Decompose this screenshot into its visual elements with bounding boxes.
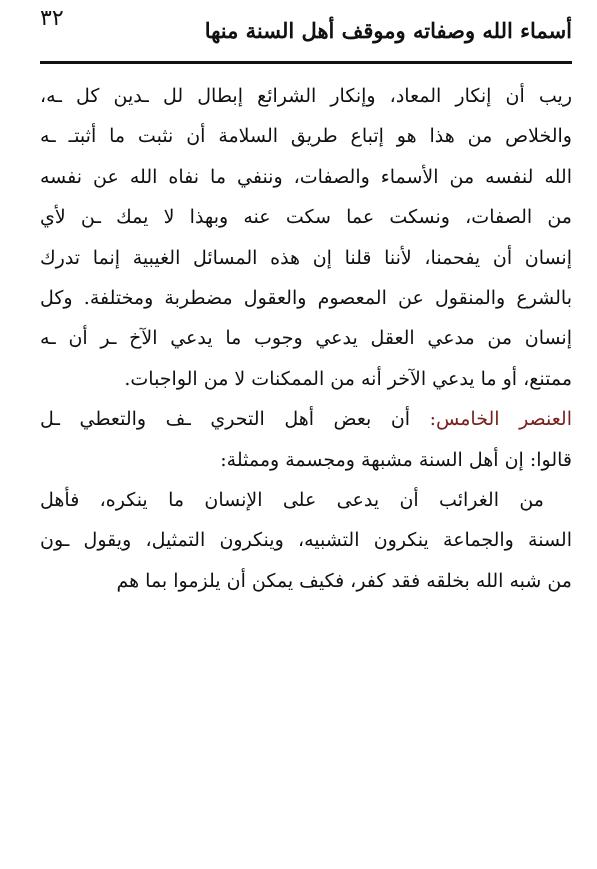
- header-divider: [40, 61, 572, 64]
- body-text: [40, 76, 572, 601]
- text-line: ريب أن إنكار المعاد، وإنكار الشرائع إبطال لل ـدين كل ـه،: [40, 85, 572, 107]
- text-line: ممتنع، أو ما يدعي الآخر أنه من الممكنات لا من الواجبات.: [124, 367, 572, 390]
- section-heading-text: أن بعض أهل التحري ـف والتعطي ـل: [40, 408, 430, 431]
- text-line: من الغرائب أن يدعى على الإنسان ما ينكره، فأهل: [40, 488, 544, 511]
- text-line: السنة والجماعة ينكرون التشبيه، وينكرون التمثيل، ويقول ـون: [40, 529, 572, 552]
- text-line: إنسان من مدعي العقل يدعي وجوب ما يدعي الآخ ـر أن ـه: [40, 327, 572, 350]
- section-heading-line: [40, 399, 572, 439]
- section-heading-label: العنصر الخامس:: [429, 408, 572, 431]
- section-heading-line-2: قالوا: إن أهل السنة مشبهة ومجسمة وممثلة:: [220, 448, 572, 471]
- text-line: من الصفات، ونسكت عما سكت عنه وبهذا لا يمك ـن لأي: [40, 206, 572, 229]
- text-line: الله لنفسه من الأسماء والصفات، وننفي ما نفاه الله عن نفسه: [40, 165, 572, 188]
- text-line: بالشرع والمنقول عن المعصوم والعقول مضطربة ومختلفة. وكل: [40, 286, 572, 309]
- text-line: من شبه الله بخلقه فقد كفر، فكيف يمكن أن يلزموا بما هم: [116, 569, 572, 592]
- running-title: أسماء الله وصفاته وموقف أهل السنة منها: [204, 18, 572, 43]
- text-line: إنسان أن يفحمنا، لأننا قلنا إن هذه المسائل الغيبية إنما تدرك: [40, 246, 572, 269]
- page-header: [40, 6, 572, 58]
- page-number: ٣٢: [40, 6, 64, 31]
- text-line: والخلاص من هذا هو إتباع طريق السلامة أن نثبت ما أثبتـ ـه: [40, 125, 572, 148]
